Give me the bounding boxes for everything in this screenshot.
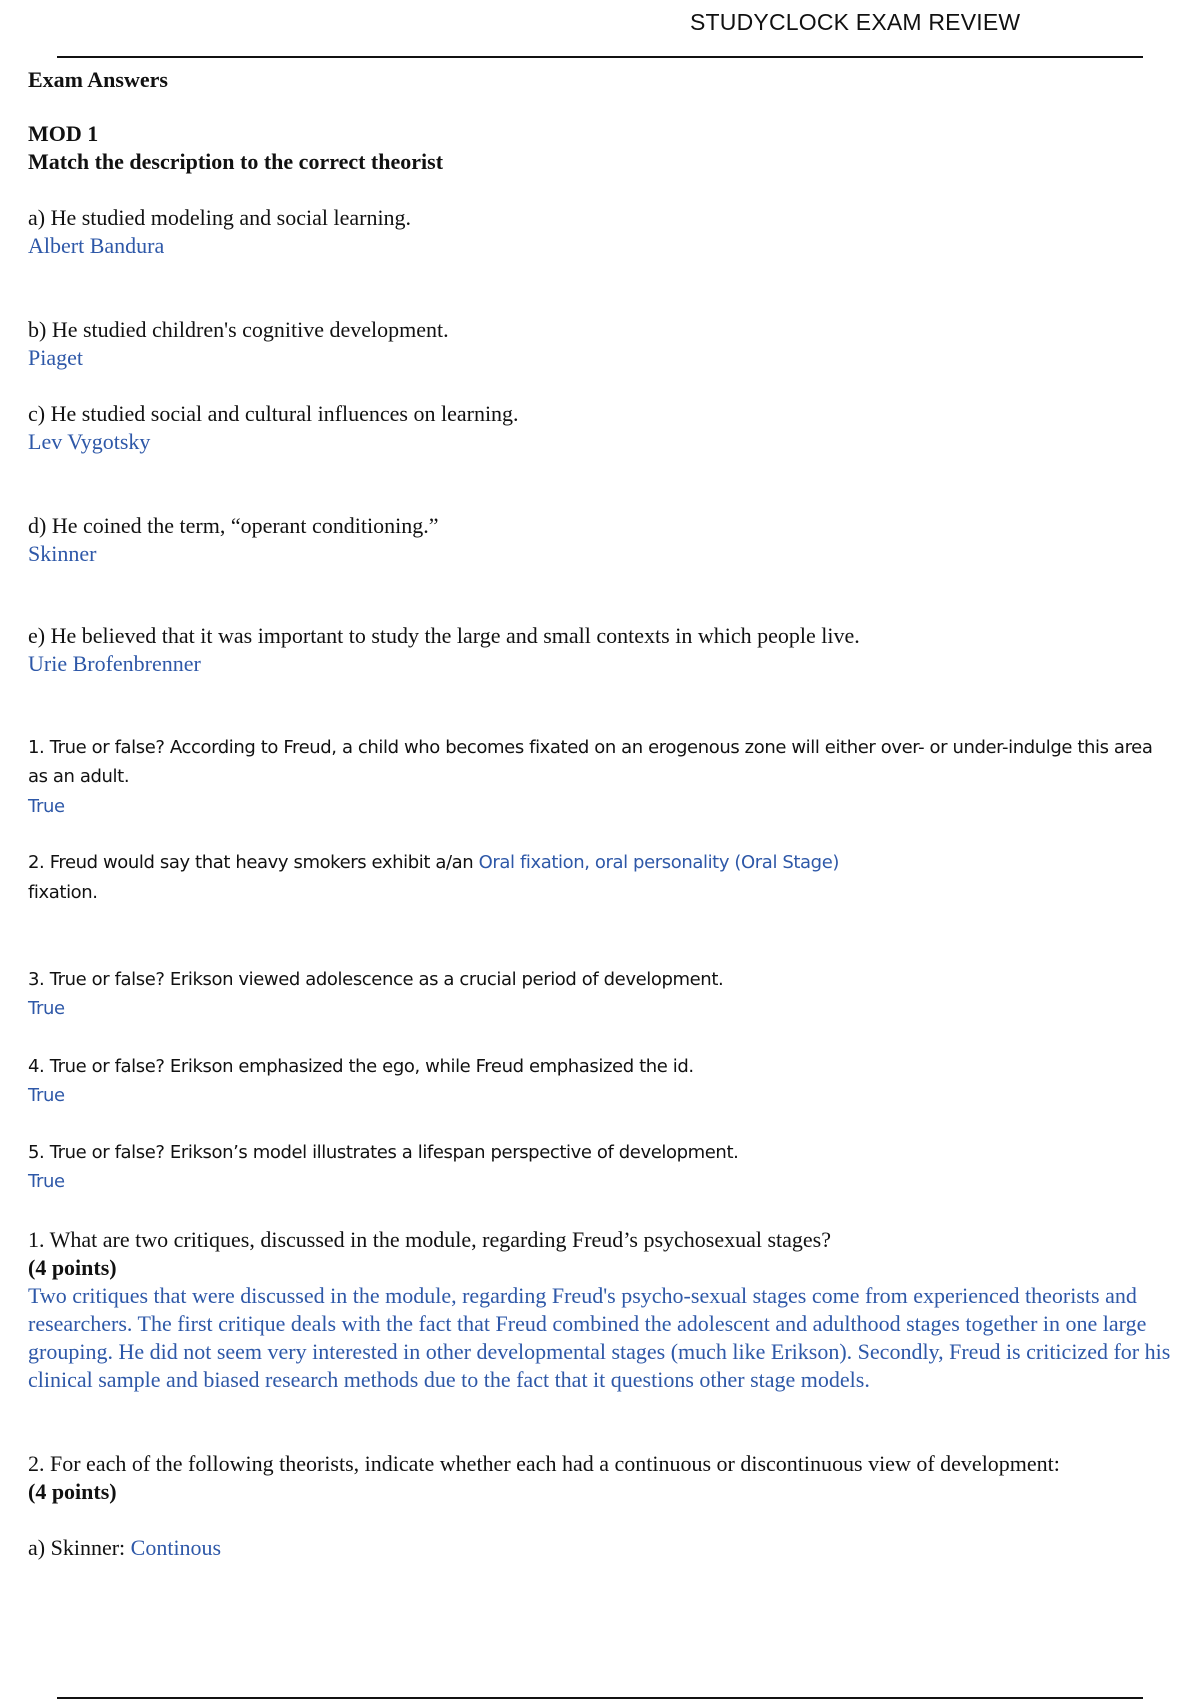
- match-answer-a: Albert Bandura: [28, 233, 165, 258]
- document-heading: Exam Answers: [28, 67, 168, 92]
- tf-answer-4: True: [28, 1085, 65, 1106]
- essay-answer-1: Two critiques that were discussed in the module, regarding Freud's psycho-sexual stages come from experienced theorists and researchers. The first critique deals with the fact that Freud combined the adolescent and adulthood stages together in one large grouping. He did not seem very interested in other developmental stages (much like Erikson). Secondly, Freud is criticized for his clinical sample and biased research methods due to the fact that it questions other stage models.: [28, 1283, 1171, 1392]
- essay-points-2: (4 points): [28, 1479, 117, 1504]
- match-answer-d: Skinner: [28, 541, 97, 566]
- essay-sub-answer-a: Continous: [130, 1535, 222, 1560]
- tf-question-5: 5. True or false? Erikson’s model illustrates a lifespan perspective of development.: [28, 1142, 739, 1163]
- tf-answer-3: True: [28, 998, 65, 1019]
- tf-question-3: 3. True or false? Erikson viewed adolescence as a crucial period of development.: [28, 969, 724, 990]
- match-question-b: b) He studied children's cognitive development.: [28, 317, 449, 342]
- match-answer-e: Urie Brofenbrenner: [28, 651, 201, 676]
- match-question-e: e) He believed that it was important to study the large and small contexts in which people live.: [28, 623, 860, 648]
- essay-question-2: 2. For each of the following theorists, indicate whether each had a continuous or discontinuous view of development:: [28, 1451, 1060, 1476]
- tf-answer-1: True: [28, 796, 65, 817]
- tf-question-2-suffix: fixation.: [28, 882, 98, 903]
- essay-sub-label-a: a) Skinner:: [28, 1535, 131, 1560]
- tf-question-1-cont: as an adult.: [28, 766, 130, 787]
- header-rule: [57, 56, 1143, 58]
- tf-question-4: 4. True or false? Erikson emphasized the ego, while Freud emphasized the id.: [28, 1056, 694, 1077]
- tf-question-2: [28, 848, 1200, 878]
- essay-question-1: 1. What are two critiques, discussed in the module, regarding Freud’s psychosexual stages?: [28, 1227, 832, 1252]
- page-header-title: STUDYCLOCK EXAM REVIEW: [690, 9, 1021, 35]
- match-answer-b: Piaget: [28, 345, 83, 370]
- match-answer-c: Lev Vygotsky: [28, 429, 151, 454]
- tf-question-1: 1. True or false? According to Freud, a child who becomes fixated on an erogenous zone will either over- or under-indulge this area: [28, 737, 1153, 758]
- match-instruction: Match the description to the correct theorist: [28, 149, 444, 174]
- match-question-d: d) He coined the term, “operant conditioning.”: [28, 513, 439, 538]
- essay-sub-item-a: [28, 1534, 1200, 1562]
- tf-question-2-prefix: 2. Freud would say that heavy smokers exhibit a/an: [28, 852, 479, 873]
- tf-answer-5: True: [28, 1171, 65, 1192]
- essay-points-1: (4 points): [28, 1255, 117, 1280]
- footer-rule: [57, 1697, 1143, 1699]
- tf-answer-2: Oral fixation, oral personality (Oral Stage): [478, 852, 839, 873]
- module-label: MOD 1: [28, 121, 99, 146]
- match-question-a: a) He studied modeling and social learning.: [28, 205, 412, 230]
- match-question-c: c) He studied social and cultural influences on learning.: [28, 401, 519, 426]
